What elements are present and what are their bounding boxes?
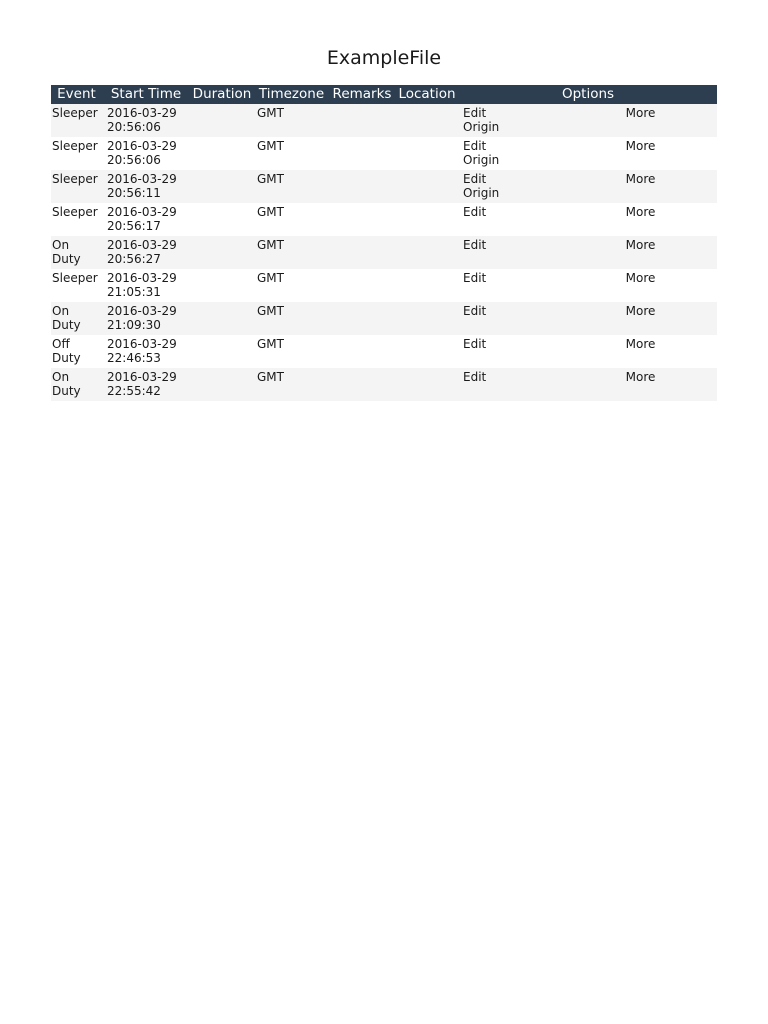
more-cell	[564, 236, 717, 269]
start-date: 2016-03-29	[107, 271, 177, 285]
start-date: 2016-03-29	[107, 238, 177, 252]
edit-link[interactable]: Edit	[463, 172, 487, 186]
event-label: Sleeper	[52, 271, 98, 285]
location-cell	[395, 104, 459, 137]
location-cell	[395, 269, 459, 302]
edit-origin-cell	[459, 269, 564, 302]
event-cell	[51, 170, 102, 203]
more-link[interactable]: More	[625, 106, 656, 120]
timezone-cell: GMT	[254, 236, 329, 269]
column-header-timezone[interactable]: Timezone	[254, 85, 329, 104]
timezone-cell: GMT	[254, 137, 329, 170]
duration-cell	[190, 368, 254, 401]
origin-link[interactable]: Origin	[463, 186, 500, 200]
timezone-cell: GMT	[254, 203, 329, 236]
event-cell	[51, 137, 102, 170]
column-header-remarks[interactable]: Remarks	[329, 85, 395, 104]
more-cell	[564, 269, 717, 302]
duration-cell	[190, 137, 254, 170]
more-link[interactable]: More	[625, 139, 656, 153]
events-table-container	[51, 85, 717, 401]
more-link[interactable]: More	[625, 271, 656, 285]
timezone-cell: GMT	[254, 269, 329, 302]
event-label: On	[52, 238, 70, 252]
start-time-cell	[102, 203, 190, 236]
edit-link[interactable]: Edit	[463, 370, 487, 384]
timezone-cell: GMT	[254, 368, 329, 401]
start-time: 21:05:31	[107, 285, 161, 299]
table-row	[51, 170, 717, 203]
start-time-cell	[102, 302, 190, 335]
location-cell	[395, 170, 459, 203]
edit-origin-cell	[459, 170, 564, 203]
column-header-options: Options	[459, 85, 717, 104]
duration-cell	[190, 236, 254, 269]
event-label: Duty	[52, 384, 81, 398]
start-time: 22:46:53	[107, 351, 161, 365]
edit-link[interactable]: Edit	[463, 304, 487, 318]
event-cell	[51, 104, 102, 137]
start-time: 20:56:11	[107, 186, 161, 200]
duration-cell	[190, 335, 254, 368]
event-cell	[51, 368, 102, 401]
remarks-cell	[329, 137, 395, 170]
location-cell	[395, 302, 459, 335]
duration-cell	[190, 269, 254, 302]
event-label: Sleeper	[52, 205, 98, 219]
timezone-cell: GMT	[254, 335, 329, 368]
remarks-cell	[329, 170, 395, 203]
more-link[interactable]: More	[625, 370, 656, 384]
edit-link[interactable]: Edit	[463, 238, 487, 252]
column-header-event[interactable]: Event	[51, 85, 102, 104]
edit-link[interactable]: Edit	[463, 139, 487, 153]
remarks-cell	[329, 335, 395, 368]
more-cell	[564, 203, 717, 236]
start-time: 21:09:30	[107, 318, 161, 332]
event-label: Off	[52, 337, 70, 351]
events-table	[51, 85, 717, 401]
timezone-cell: GMT	[254, 104, 329, 137]
location-cell	[395, 137, 459, 170]
edit-origin-cell	[459, 236, 564, 269]
edit-link[interactable]: Edit	[463, 205, 487, 219]
duration-cell	[190, 170, 254, 203]
start-time-cell	[102, 170, 190, 203]
table-row	[51, 302, 717, 335]
column-header-location[interactable]: Location	[395, 85, 459, 104]
more-link[interactable]: More	[625, 205, 656, 219]
remarks-cell	[329, 104, 395, 137]
event-label: On	[52, 304, 70, 318]
more-link[interactable]: More	[625, 337, 656, 351]
timezone-cell: GMT	[254, 170, 329, 203]
more-cell	[564, 302, 717, 335]
edit-origin-cell	[459, 335, 564, 368]
table-row	[51, 335, 717, 368]
column-header-duration[interactable]: Duration	[190, 85, 254, 104]
start-time: 20:56:17	[107, 219, 161, 233]
start-date: 2016-03-29	[107, 139, 177, 153]
start-time-cell	[102, 335, 190, 368]
location-cell	[395, 335, 459, 368]
more-link[interactable]: More	[625, 172, 656, 186]
start-date: 2016-03-29	[107, 337, 177, 351]
start-date: 2016-03-29	[107, 370, 177, 384]
start-time-cell	[102, 368, 190, 401]
edit-origin-cell	[459, 137, 564, 170]
remarks-cell	[329, 203, 395, 236]
start-time-cell	[102, 269, 190, 302]
start-date: 2016-03-29	[107, 172, 177, 186]
more-cell	[564, 170, 717, 203]
timezone-cell: GMT	[254, 302, 329, 335]
more-cell	[564, 104, 717, 137]
start-date: 2016-03-29	[107, 106, 177, 120]
edit-link[interactable]: Edit	[463, 271, 487, 285]
origin-link[interactable]: Origin	[463, 153, 500, 167]
remarks-cell	[329, 302, 395, 335]
location-cell	[395, 203, 459, 236]
start-date: 2016-03-29	[107, 205, 177, 219]
edit-origin-cell	[459, 368, 564, 401]
remarks-cell	[329, 236, 395, 269]
edit-origin-cell	[459, 104, 564, 137]
event-label: Duty	[52, 252, 81, 266]
duration-cell	[190, 302, 254, 335]
edit-origin-cell	[459, 203, 564, 236]
column-header-start-time[interactable]: Start Time	[102, 85, 190, 104]
more-link[interactable]: More	[625, 238, 656, 252]
start-time: 20:56:06	[107, 153, 161, 167]
location-cell	[395, 368, 459, 401]
event-cell	[51, 302, 102, 335]
table-row	[51, 269, 717, 302]
origin-link[interactable]: Origin	[463, 120, 500, 134]
more-cell	[564, 137, 717, 170]
duration-cell	[190, 104, 254, 137]
edit-origin-cell	[459, 302, 564, 335]
table-body	[51, 104, 717, 401]
location-cell	[395, 236, 459, 269]
table-row	[51, 368, 717, 401]
event-label: Duty	[52, 351, 81, 365]
start-time-cell	[102, 104, 190, 137]
start-time: 20:56:27	[107, 252, 161, 266]
start-date: 2016-03-29	[107, 304, 177, 318]
start-time: 22:55:42	[107, 384, 161, 398]
more-cell	[564, 335, 717, 368]
event-label: Sleeper	[52, 172, 98, 186]
event-label: On	[52, 370, 70, 384]
edit-link[interactable]: Edit	[463, 106, 487, 120]
more-cell	[564, 368, 717, 401]
table-row	[51, 137, 717, 170]
start-time: 20:56:06	[107, 120, 161, 134]
remarks-cell	[329, 269, 395, 302]
table-row	[51, 104, 717, 137]
event-label: Duty	[52, 318, 81, 332]
event-cell	[51, 269, 102, 302]
event-cell	[51, 335, 102, 368]
event-label: Sleeper	[52, 139, 98, 153]
remarks-cell	[329, 368, 395, 401]
table-header-row	[51, 85, 717, 104]
table-row	[51, 203, 717, 236]
event-cell	[51, 236, 102, 269]
event-cell	[51, 203, 102, 236]
edit-link[interactable]: Edit	[463, 337, 487, 351]
page-title: ExampleFile	[326, 47, 442, 69]
duration-cell	[190, 203, 254, 236]
event-label: Sleeper	[52, 106, 98, 120]
start-time-cell	[102, 137, 190, 170]
more-link[interactable]: More	[625, 304, 656, 318]
start-time-cell	[102, 236, 190, 269]
table-row	[51, 236, 717, 269]
